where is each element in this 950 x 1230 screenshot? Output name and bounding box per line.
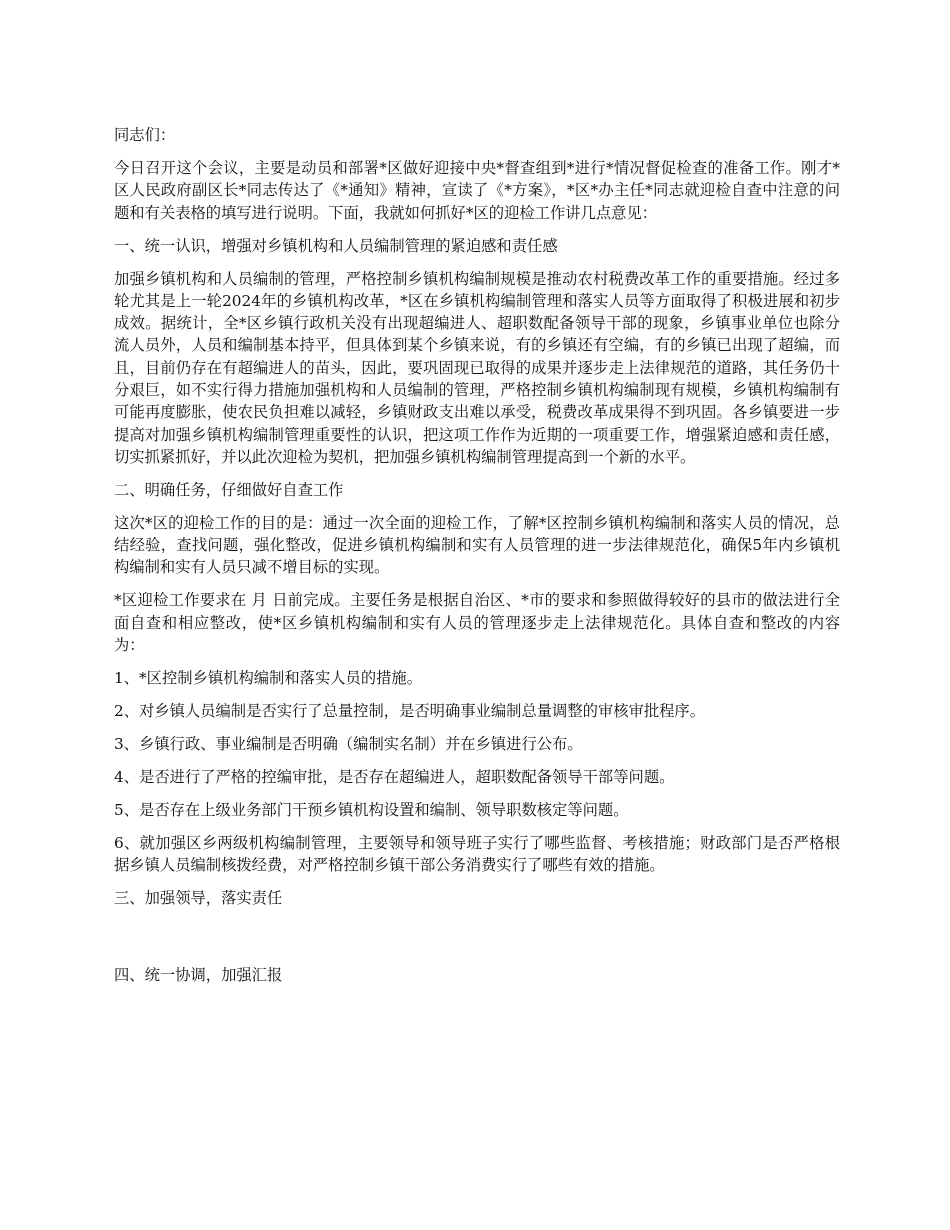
section-heading-1: 一、统一认识，增强对乡镇机构和人员编制管理的紧迫感和责任感 [114, 236, 558, 255]
list-item-3: 3、乡镇行政、事业编制是否明确（编制实名制）并在乡镇进行公布。 [114, 735, 583, 754]
list-item-4: 4、是否进行了严格的控编审批，是否存在超编进人，超职数配备领导干部等问题。 [114, 768, 675, 786]
section-heading-4: 四、统一协调，加强汇报 [114, 966, 283, 985]
list-item-5: 5、是否存在上级业务部门干预乡镇机构设置和编制、领导职数核定等问题。 [114, 800, 629, 819]
intro-paragraph: 今日召开这个会议，主要是动员和部署*区做好迎接中央*督查组到*进行*情况督促检查的准备工作。刚才*区人民政府副区长*同志传达了《*通知》精神，宣读了《*方案》，*区*办主任*同志就迎检自查中注意的问题和有关表格的填写进行说明。下面，我就如何抓好*区的迎检工作讲几点意见： [114, 158, 840, 222]
section-1-paragraph: 加强乡镇机构和人员编制的管理，严格控制乡镇机构编制规模是推动农村税费改革工作的重要措施。经过多轮尤其是上一轮2024年的乡镇机构改革，*区在乡镇机构编制管理和落实人员等方面取得了积极进展和初步成效。据统计，全*区乡镇行政机关没有出现超编进人、超职数配备领导干部的现象，乡镇事业单位也除分流人员外，人员和编制基本持平，但具体到某个乡镇来说，有的乡镇还有空编，有的乡镇已出现了超编，而且，目前仍存在有超编进人的苗头，因此，要巩固现已取得的成果并逐步走上法律规范的道路，其任务仍十分艰巨，如不实行得力措施加强机构和人员编制的管理，严格控制乡镇机构编制现有规模，乡镇机构编制有可能再度膨胀，使农民负担难以减轻，乡镇财政支出难以承受，税费改革成果得不到巩固。各乡镇要进一步提高对加强乡镇机构编制管理重要性的认识，把这项工作作为近期的一项重要工作，增强紧迫感和责任感，切实抓紧抓好，并以此次迎检为契机，把加强乡镇机构编制管理提高到一个新的水平。 [114, 269, 840, 466]
section-heading-3: 三、加强领导，落实责任 [114, 889, 283, 908]
list-item-6: 6、就加强区乡两级机构编制管理，主要领导和领导班子实行了哪些监督、考核措施；财政部门是否严格根据乡镇人员编制核拨经费，对严格控制乡镇干部公务消费实行了哪些有效的措施。 [114, 833, 840, 875]
section-heading-2: 二、明确任务，仔细做好自查工作 [114, 480, 344, 499]
document-page [114, 124, 840, 997]
section-2-paragraph-2: *区迎检工作要求在 月 日前完成。主要任务是根据自治区、*市的要求和参照做得较好的县市的做法进行全面自查和相应整改，使*区乡镇机构编制和实有人员的管理逐步走上法律规范化。具体自查和整改的内容为： [114, 591, 840, 655]
greeting: 同志们： [114, 126, 176, 144]
section-2-paragraph-1: 这次*区的迎检工作的目的是：通过一次全面的迎检工作，了解*区控制乡镇机构编制和落实人员的情况，总结经验，查找问题，强化整改，促进乡镇机构编制和实有人员管理的进一步法律规范化，确保5年内乡镇机构编制和实有人员只减不增目标的实现。 [114, 513, 840, 577]
list-item-1: 1、*区控制乡镇机构编制和落实人员的措施。 [114, 669, 423, 688]
blank-space [114, 920, 840, 964]
list-item-2: 2、对乡镇人员编制是否实行了总量控制，是否明确事业编制总量调整的审核审批程序。 [114, 702, 706, 721]
